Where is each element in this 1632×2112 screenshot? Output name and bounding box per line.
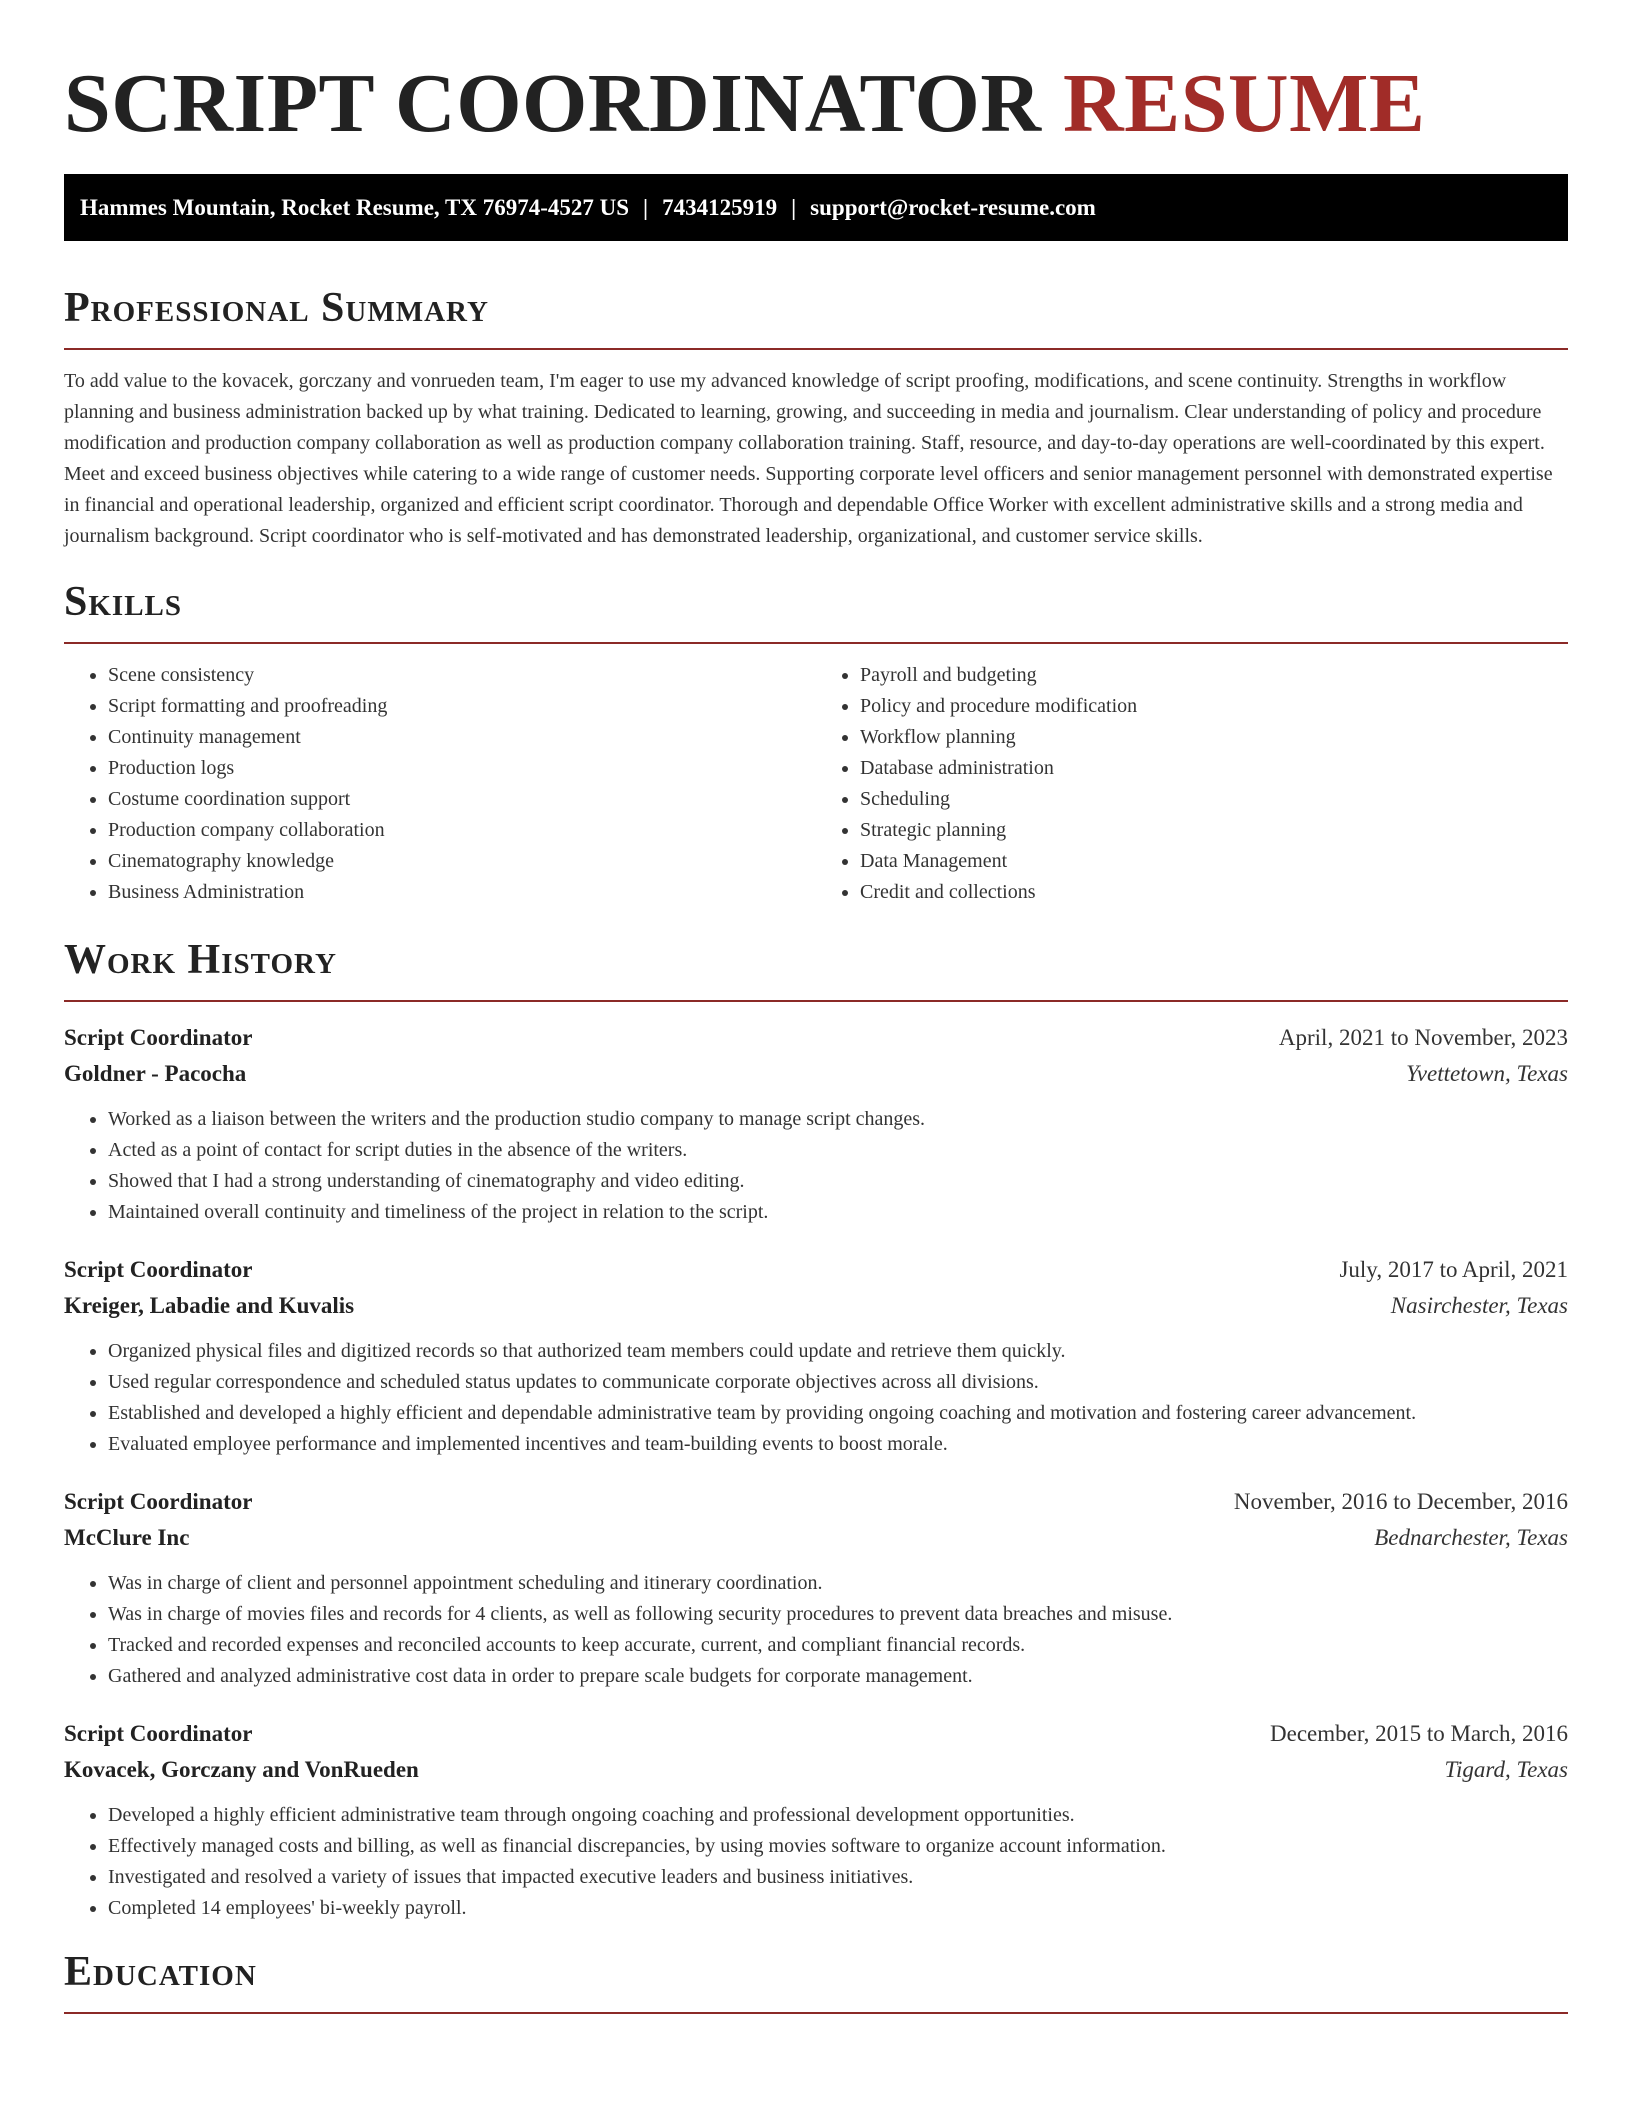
job-company: Kovacek, Gorczany and VonRueden [64, 1757, 419, 1782]
job-dates: November, 2016 to December, 2016 [1233, 1489, 1568, 1514]
job-bullets [64, 1568, 1568, 1692]
section-divider [64, 2012, 1568, 2014]
skills-list-left [64, 660, 816, 908]
skill-item: • Strategic planning [860, 815, 1568, 846]
job-title: Script Coordinator [64, 1025, 253, 1050]
job-bullet: • Developed a highly efficient administrative team through ongoing coaching and professional development opportunities. [108, 1800, 1568, 1831]
job-bullet: • Showed that I had a strong understanding of cinematography and video editing. [108, 1166, 1568, 1197]
job-bullet: • Used regular correspondence and scheduled status updates to communicate corporate objectives across all divisions. [108, 1367, 1568, 1398]
job-bullet: • Was in charge of movies files and records for 4 clients, as well as following security procedures to prevent data breaches and misuse. [108, 1599, 1568, 1630]
skill-item: • Policy and procedure modification [860, 691, 1568, 722]
job-company: Goldner - Pacocha [64, 1061, 247, 1086]
job-header-row [64, 1716, 1568, 1752]
job-dates: December, 2015 to March, 2016 [1270, 1721, 1568, 1746]
job-bullet: • Maintained overall continuity and timeliness of the project in relation to the script. [108, 1197, 1568, 1228]
job-bullet: • Completed 14 employees' bi-weekly payroll. [108, 1893, 1568, 1924]
section-divider [64, 642, 1568, 644]
job-bullet: • Tracked and recorded expenses and reconciled accounts to keep accurate, current, and compliant financial records. [108, 1630, 1568, 1661]
job-bullet: • Acted as a point of contact for script duties in the absence of the writers. [108, 1135, 1568, 1166]
job-bullets [64, 1336, 1568, 1460]
summary-text: To add value to the kovacek, gorczany and vonrueden team, I'm eager to use my advanced knowledge of script proofing, modifications, and scene continuity. Strengths in workflow planning and business administration backed up by what training. Dedicated to learning, growing, and succeeding in media and journalism. Clear understanding of policy and procedure modification and production company collaboration as well as production company collaboration training. Staff, resource, and day-to-day operations are well-coordinated by this expert. Meet and exceed business objectives while catering to a wide range of customer needs. Supporting corporate level officers and senior management personnel with demonstrated expertise in financial and operational leadership, organized and efficient script coordinator. Thorough and dependable Office Worker with excellent administrative skills and a strong media and journalism background. Script coordinator who is self-motivated and has demonstrated leadership, organizational, and customer service skills. [64, 370, 1553, 547]
resume-title [64, 0, 1568, 150]
job-bullet: • Established and developed a highly efficient and dependable administrative team by providing ongoing coaching and motivation and fostering career advancement. [108, 1398, 1568, 1429]
job-bullet: • Gathered and analyzed administrative cost data in order to prepare scale budgets for corporate management. [108, 1661, 1568, 1692]
job-location: Bednarchester, Texas [1374, 1525, 1568, 1550]
job-bullet: • Effectively managed costs and billing, as well as financial discrepancies, by using movies software to organize account information. [108, 1831, 1568, 1862]
job-bullets [64, 1800, 1568, 1924]
skill-item: • Production company collaboration [108, 815, 816, 846]
title-accent: RESUME [1063, 57, 1426, 150]
job-company-row [64, 1752, 1568, 1788]
skill-item: • Credit and collections [860, 877, 1568, 908]
section-divider [64, 1000, 1568, 1002]
skill-item: • Costume coordination support [108, 784, 816, 815]
job-dates: July, 2017 to April, 2021 [1339, 1257, 1568, 1282]
job-bullet: • Organized physical files and digitized records so that authorized team members could update and retrieve them quickly. [108, 1336, 1568, 1367]
job-bullets [64, 1104, 1568, 1228]
work-history-heading: Work History [64, 937, 337, 983]
job-bullet: • Was in charge of client and personnel appointment scheduling and itinerary coordination. [108, 1568, 1568, 1599]
skill-item: • Script formatting and proofreading [108, 691, 816, 722]
skill-item: • Scene consistency [108, 660, 816, 691]
job-company: McClure Inc [64, 1525, 190, 1550]
section-divider [64, 348, 1568, 350]
job-location: Yvettetown, Texas [1406, 1061, 1568, 1086]
contact-separator: | [791, 195, 797, 220]
education-heading: Education [64, 1949, 257, 1995]
skill-item: • Production logs [108, 753, 816, 784]
job-company-row [64, 1520, 1568, 1556]
skill-item: • Scheduling [860, 784, 1568, 815]
job-entry [64, 1252, 1568, 1460]
contact-email[interactable]: support@rocket-resume.com [810, 195, 1096, 220]
job-title: Script Coordinator [64, 1721, 253, 1746]
job-title: Script Coordinator [64, 1489, 253, 1514]
contact-phone[interactable]: 7434125919 [662, 195, 778, 220]
skills-heading: Skills [64, 579, 183, 625]
skill-item: • Payroll and budgeting [860, 660, 1568, 691]
job-header-row [64, 1484, 1568, 1520]
job-bullet: • Investigated and resolved a variety of issues that impacted executive leaders and business initiatives. [108, 1862, 1568, 1893]
job-company-row [64, 1056, 1568, 1092]
skill-item: • Database administration [860, 753, 1568, 784]
job-header-row [64, 1252, 1568, 1288]
job-entry [64, 1484, 1568, 1692]
skill-item: • Data Management [860, 846, 1568, 877]
job-bullet: • Worked as a liaison between the writers and the production studio company to manage script changes. [108, 1104, 1568, 1135]
job-dates: April, 2021 to November, 2023 [1278, 1025, 1568, 1050]
job-bullet: • Evaluated employee performance and implemented incentives and team-building events to boost morale. [108, 1429, 1568, 1460]
job-entry [64, 1716, 1568, 1924]
job-company: Kreiger, Labadie and Kuvalis [64, 1293, 355, 1318]
contact-address: Hammes Mountain, Rocket Resume, TX 76974-4527 US [80, 195, 630, 220]
skill-item: • Business Administration [108, 877, 816, 908]
skill-item: • Continuity management [108, 722, 816, 753]
summary-heading: Professional Summary [64, 285, 489, 331]
summary-section [64, 284, 1568, 552]
title-main: SCRIPT COORDINATOR [64, 57, 1042, 150]
education-section [64, 1948, 1568, 2014]
job-location: Nasirchester, Texas [1390, 1293, 1568, 1318]
skills-section [64, 578, 1568, 908]
job-company-row [64, 1288, 1568, 1324]
skill-item: • Workflow planning [860, 722, 1568, 753]
job-header-row [64, 1020, 1568, 1056]
job-location: Tigard, Texas [1444, 1757, 1568, 1782]
work-history-section [64, 936, 1568, 1924]
skills-columns [64, 660, 1568, 908]
contact-separator: | [643, 195, 649, 220]
skill-item: • Cinematography knowledge [108, 846, 816, 877]
contact-bar [64, 174, 1568, 241]
skills-list-right [816, 660, 1568, 908]
job-entry [64, 1020, 1568, 1228]
job-title: Script Coordinator [64, 1257, 253, 1282]
